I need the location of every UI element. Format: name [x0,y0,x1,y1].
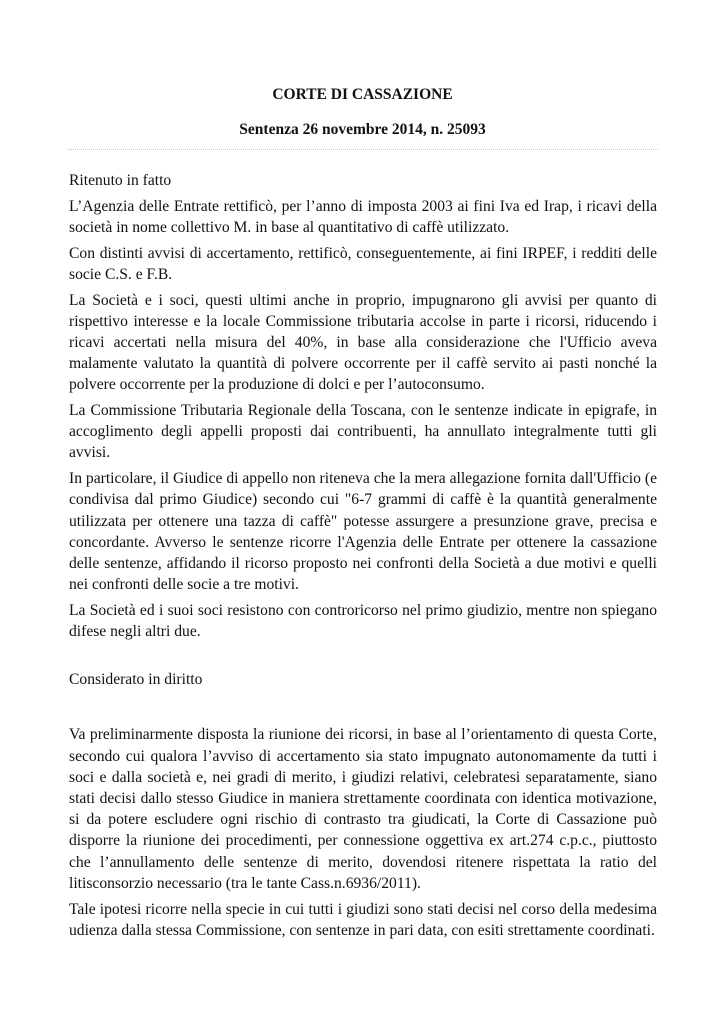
paragraph: L’Agenzia delle Entrate rettificò, per l’anno di imposta 2003 ai fini Iva ed Irap, i ricavi della società in nome collettivo M. in base al quantitativo di caffè utilizzato. [69,197,657,236]
paragraph: In particolare, il Giudice di appello non riteneva che la mera allegazione fornita dall'Ufficio (e condivisa dal primo Giudice) secondo cui "6-7 grammi di caffè è la quantità generalmente utilizzata per ottenere una tazza di caffè" potesse assurgere a presunzione grave, precisa e concordante. Avverso le sentenze ricorre l'Agenzia delle Entrate per ottenere la cassazione delle sentenze, affidando il ricorso proposto nei confronti della Società a due motivi e quelli nei confronti delle socie a tre motivi. [69,470,657,594]
document-body [69,170,657,946]
sentence-title: Sentenza 26 novembre 2014, n. 25093 [239,121,486,138]
paragraph: Tale ipotesi ricorre nella specie in cui tutti i giudizi sono stati decisi nel corso della medesima udienza dalla stessa Commissione, con sentenze in pari data, con esiti strettamente coordinati. [69,900,657,939]
divider [68,149,658,150]
section-heading-facts: Ritenuto in fatto [69,172,172,189]
court-title: CORTE DI CASSAZIONE [272,86,453,103]
paragraph: La Commissione Tributaria Regionale della Toscana, con le sentenze indicate in epigrafe, in accoglimento degli appelli proposti dai contribuenti, ha annullato integralmente tutti gli avvisi. [69,402,657,462]
paragraph: La Società ed i suoi soci resistono con controricorso nel primo giudizio, mentre non spiegano difese negli altri due. [69,601,657,641]
paragraph: Va preliminarmente disposta la riunione dei ricorsi, in base al l’orientamento di questa Corte, secondo cui qualora l’avviso di accertamento sia stato impugnato autonomamente da tutti i soci e dalla società e, nei gradi di merito, i giudizi relativi, celebratesi separatamente, siano stati decisi dallo stesso Giudice in maniera strettamente coordinata con identica motivazione, si da potere escludere ogni rischio di contrasto tra giudicati, la Corte di Cassazione può disporre la riunione dei procedimenti, per connessione oggettiva ex art.274 c.p.c., piuttosto che l’annullamento delle sentenze di merito, dovendosi ritenere rispettata la ratio del litisconsorzio necessario (tra le tante Cass.n.6936/2011). [69,726,657,892]
paragraph: Con distinti avvisi di accertamento, rettificò, conseguentemente, ai fini IRPEF, i redditi delle socie C.S. e F.B. [69,244,657,283]
section-heading-law: Considerato in diritto [69,670,203,688]
paragraph: La Società e i soci, questi ultimi anche in proprio, impugnarono gli avvisi per quanto di rispettivo interesse e la locale Commissione tributaria accolse in parte i ricorsi, riducendo i ricavi accertati nella misura del 40%, in base alla considerazione che l'Ufficio aveva malamente valutato la quantità di polvere occorrente per il caffè servito ai pasti nonché la polvere occorrente per la produzione di dolci e per l’autoconsumo. [69,291,657,394]
